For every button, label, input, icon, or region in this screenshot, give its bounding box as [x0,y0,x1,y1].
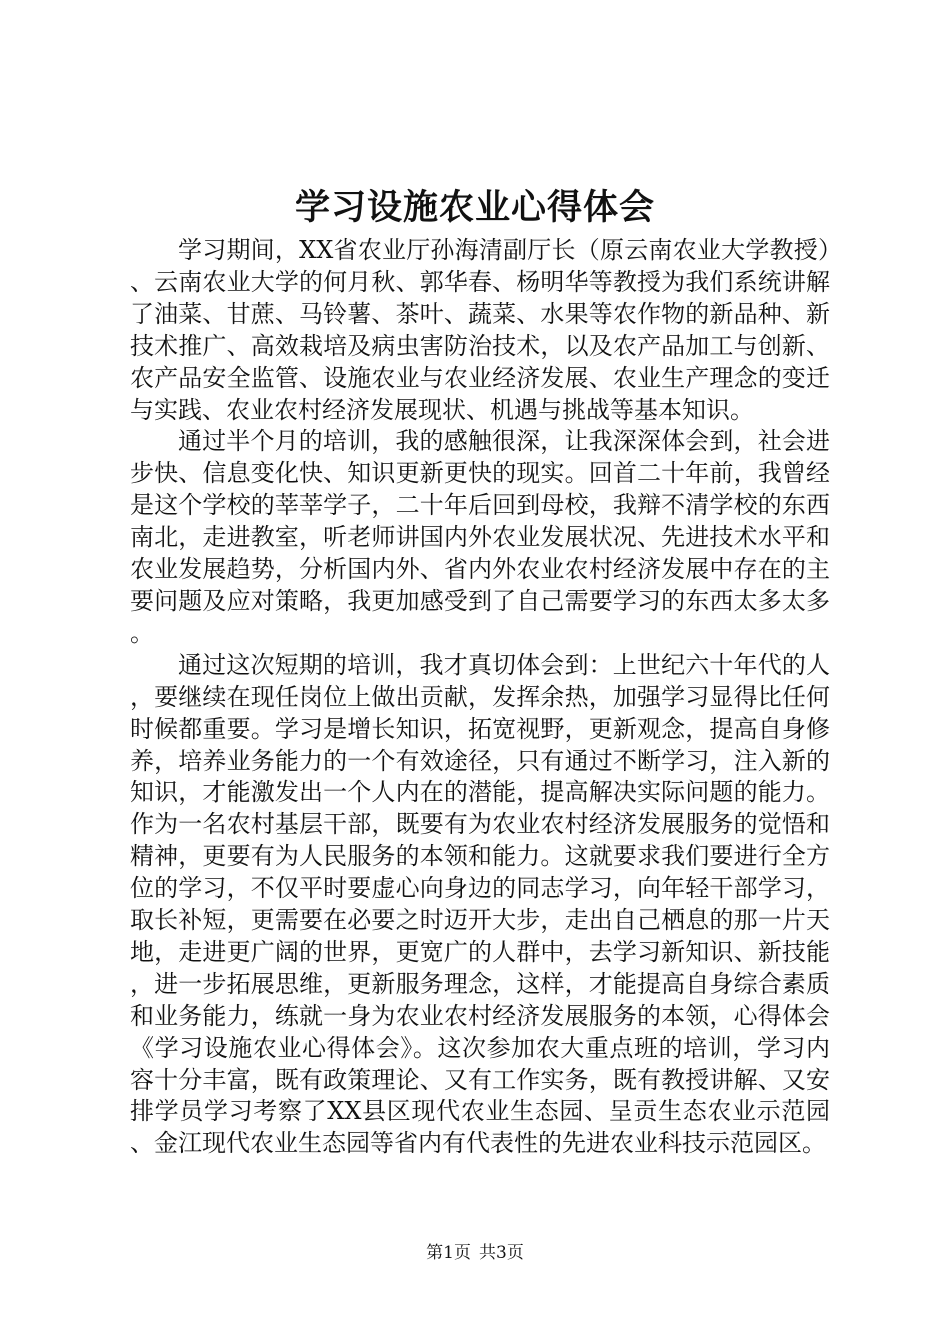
page-number: 第1页 [426,1243,471,1263]
page-footer [0,1242,950,1264]
page-total: 共3页 [479,1243,524,1263]
paragraph-1: 学习期间，XX省农业厅孙海清副厅长（原云南农业大学教授）、云南农业大学的何月秋、郭华春、杨明华等教授为我们系统讲解了油菜、甘蔗、马铃薯、茶叶、蔬菜、水果等农作物的新品种、新技术推广、高效栽培及病虫害防治技术，以及农产品加工与创新、农产品安全监管、设施农业与农业经济发展、农业生产理念的变迁与实践、农业农村经济发展现状、机遇与挑战等基本知识。 [130,236,830,424]
paragraph-3: 通过这次短期的培训，我才真切体会到：上世纪六十年代的人，要继续在现任岗位上做出贡献，发挥余热，加强学习显得比任何时候都重要。学习是增长知识，拓宽视野，更新观念，提高自身修养，培养业务能力的一个有效途径，只有通过不断学习，注入新的知识，才能激发出一个人内在的潜能，提高解决实际问题的能力。作为一名农村基层干部，既要有为农业农村经济发展服务的觉悟和精神，更要有为人民服务的本领和能力。这就要求我们要进行全方位的学习，不仅平时要虚心向身边的同志学习，向年轻干部学习，取长补短，更需要在必要之时迈开大步，走出自己栖息的那一片天地，走进更广阔的世界，更宽广的人群中，去学习新知识、新技能，进一步拓展思维，更新服务理念，这样，才能提高自身综合素质和业务能力，练就一身为农业农村经济发展服务的本领，心得体会《学习设施农业心得体会》。这次参加农大重点班的培训，学习内容十分丰富，既有政策理论、又有工作实务，既有教授讲解、又安排学员学习考察了XX县区现代农业生态园、呈贡生态农业示范园、金江现代农业生态园等省内有代表性的先进农业科技示范园区。 [130,650,830,1158]
document-body [130,235,830,1160]
document-title: 学习设施农业心得体会 [294,188,655,228]
paragraph-2: 通过半个月的培训，我的感触很深，让我深深体会到，社会进步快、信息变化快、知识更新更快的现实。回首二十年前，我曾经是这个学校的莘莘学子，二十年后回到母校，我辩不清学校的东西南北，走进教室，听老师讲国内外农业发展状况、先进技术水平和农业发展趋势，分析国内外、省内外农业农村经济发展中存在的主要问题及应对策略，我更加感受到了自己需要学习的东西太多太多。 [130,427,830,647]
